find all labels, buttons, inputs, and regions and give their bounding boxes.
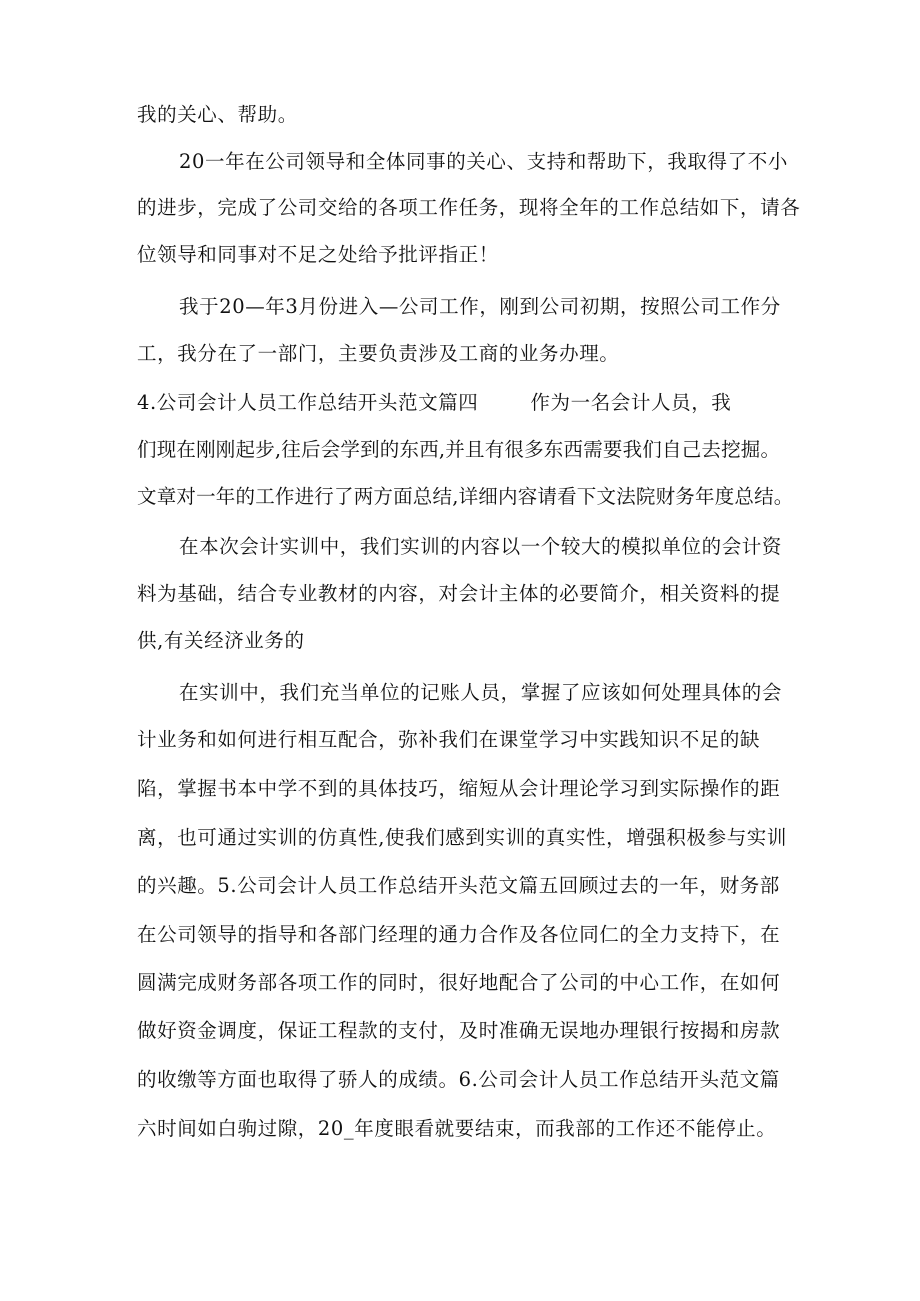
text-line: 陷，掌握书本中学不到的具体技巧，缩短从会计理论学习到实际操作的距 [137,777,781,800]
text-line: 位领导和同事对不足之处给予批评指正！ [137,243,499,266]
paragraph-start: 在实训中，我们充当单位的记账人员，掌握了应该如何处理具体的会 [179,681,783,704]
text-line: 计业务和如何进行相互配合，弥补我们在课堂学习中实践知识不足的缺 [137,728,761,751]
text-line: 的兴趣。5.公司会计人员工作总结开头范文篇五回顾过去的一年，财务部 [137,874,780,897]
text-line: 做好资金调度，保证工程款的支付，及时准确无误地办理银行按揭和房款 [137,1019,781,1042]
text-line: 供,有关经济业务的 [137,629,305,652]
text-line: 们现在刚刚起步,往后会学到的东西,并且有很多东西需要我们自己去挖掘。 [137,438,781,461]
section-heading: 4.公司会计人员工作总结开头范文篇四 [137,391,479,414]
text-line: 六时间如白驹过隙，20_年度眼看就要结束，而我部的工作还不能停止。 [137,1117,777,1140]
text-line: 料为基础，结合专业教材的内容，对会计主体的必要简介，相关资料的提 [137,582,781,605]
text-line: 工，我分在了一部门，主要负责涉及工商的业务办理。 [137,342,620,365]
paragraph-start: 20一年在公司领导和全体同事的关心、支持和帮助下，我取得了不小 [179,150,788,173]
text-line: 的进步，完成了公司交给的各项工作任务，现将全年的工作总结如下，请各 [137,196,801,219]
text-line: 圆满完成财务部各项工作的同时，很好地配合了公司的中心工作，在如何 [137,971,781,994]
paragraph-start: 我于20—年3月份进入—公司工作，刚到公司初期，按照公司工作分 [179,295,781,318]
paragraph-start: 在本次会计实训中，我们实训的内容以一个较大的模拟单位的会计资 [179,535,783,558]
text-line: 在公司领导的指导和各部门经理的通力合作及各位同仁的全力支持下，在 [137,923,781,946]
section-heading-line [137,390,731,416]
text-line: 离，也可通过实训的仿真性,使我们感到实训的真实性，增强积极参与实训 [137,826,787,849]
text-line: 的收缴等方面也取得了骄人的成绩。6.公司会计人员工作总结开头范文篇 [137,1068,780,1091]
text-line: 文章对一年的工作进行了两方面总结,详细内容请看下文法院财务年度总结。 [137,485,794,508]
text-line: 我的关心、帮助。 [137,103,298,126]
text-fragment: 作为一名会计人员，我 [530,391,732,414]
